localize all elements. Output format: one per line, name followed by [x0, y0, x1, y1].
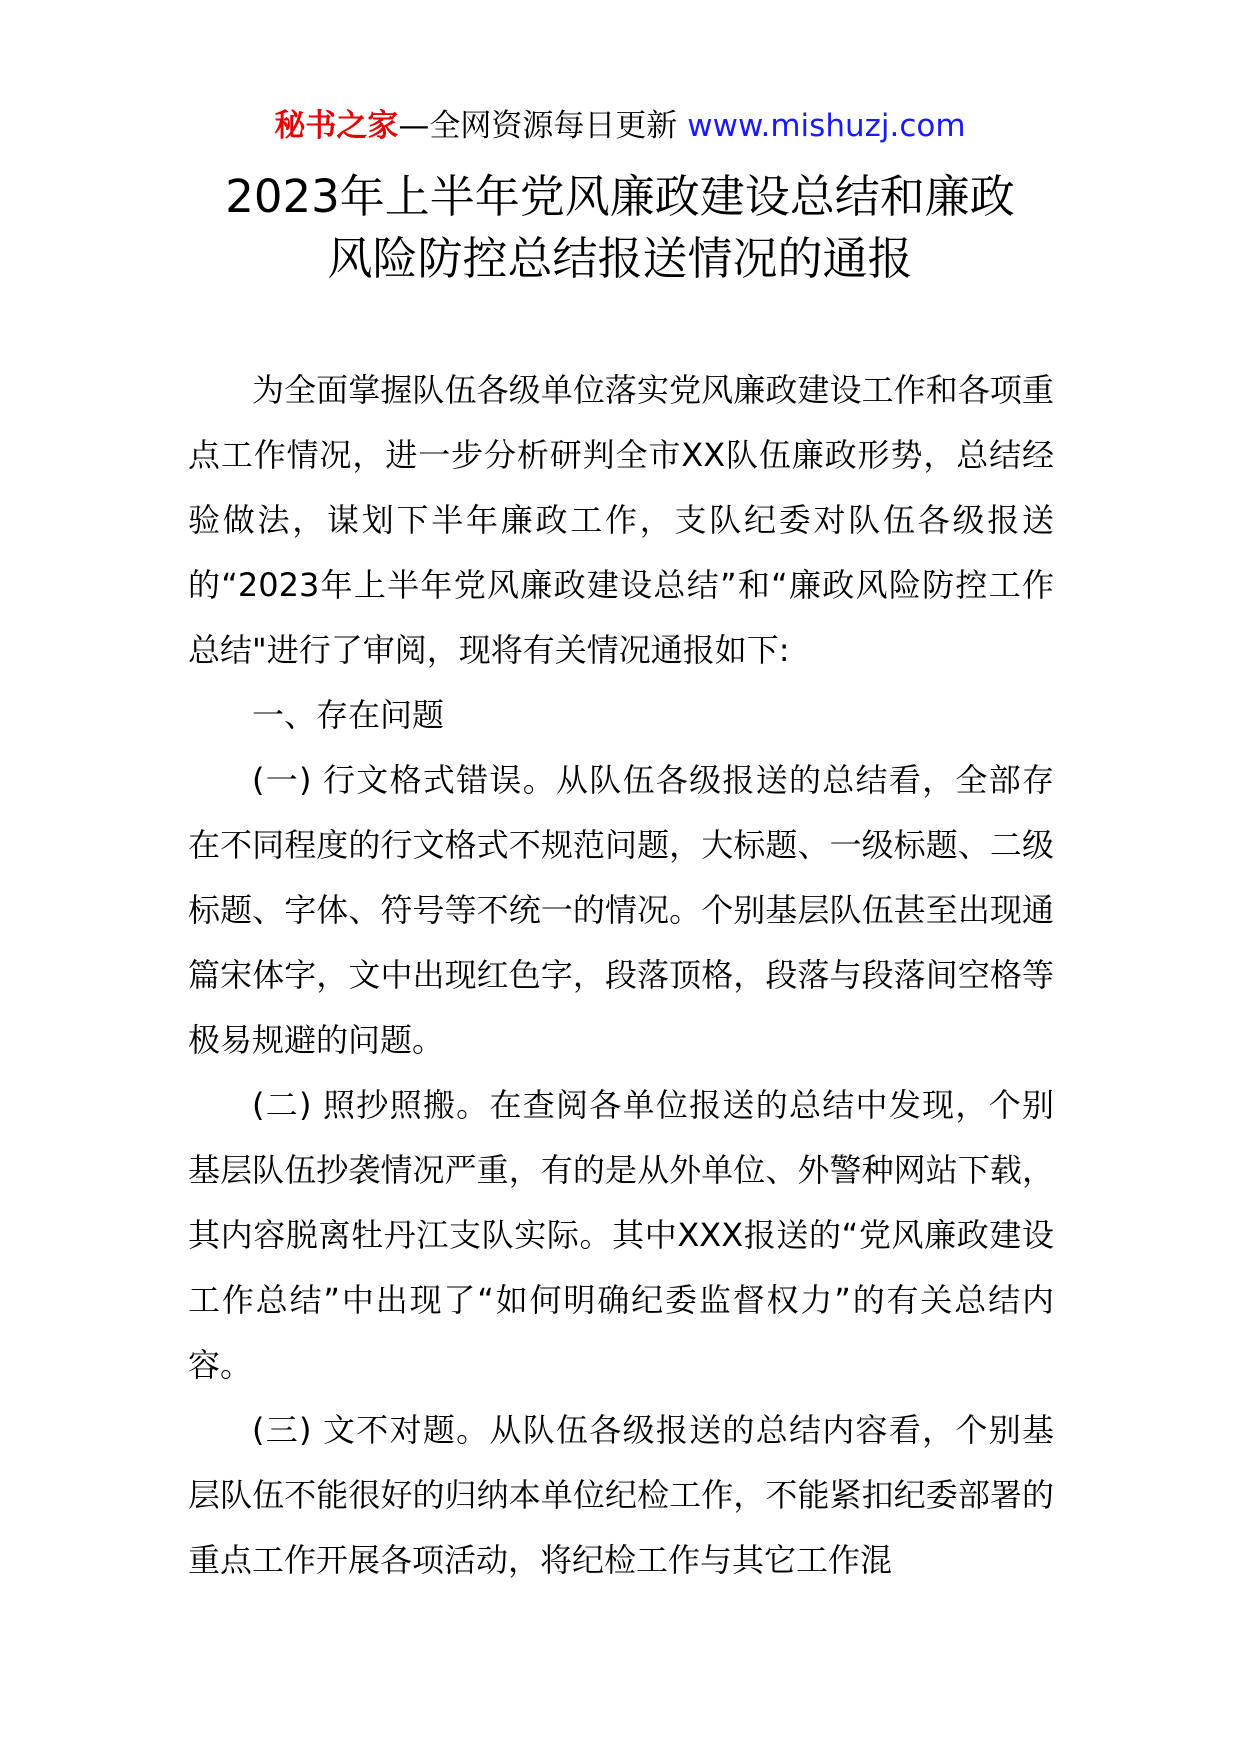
problem-off-topic-paragraph: (三) 文不对题。从队伍各级报送的总结内容看，个别基层队伍不能很好的归纳本单位纪检工作，不能紧扣纪委部署的重点工作开展各项活动，将纪检工作与其它工作混: [188, 1411, 1054, 1579]
document-title-line-2: 风险防控总结报送情况的通报: [327, 232, 913, 285]
problem-format-errors-paragraph: (一) 行文格式错误。从队伍各级报送的总结看，全部存在不同程度的行文格式不规范问题，大标题、一级标题、二级标题、字体、符号等不统一的情况。个别基层队伍甚至出现通篇宋体字，文中出现红色字，段落顶格，段落与段落间空格等极易规避的问题。: [188, 761, 1054, 1059]
site-url-link[interactable]: www.mishuzj.com: [687, 108, 966, 144]
section-heading-problems: 一、存在问题: [252, 696, 445, 734]
document-title: [0, 166, 1240, 290]
document-title-line-1: 2023年上半年党风廉政建设总结和廉政: [225, 170, 1015, 223]
intro-paragraph: 为全面掌握队伍各级单位落实党风廉政建设工作和各项重点工作情况，进一步分析研判全市XX队伍廉政形势，总结经验做法，谋划下半年廉政工作，支队纪委对队伍各级报送的“2023年上半年党风廉政建设总结”和“廉政风险防控工作总结"进行了审阅，现将有关情况通报如下:: [188, 371, 1054, 669]
problem-copying-paragraph: (二) 照抄照搬。在查阅各单位报送的总结中发现，个别基层队伍抄袭情况严重，有的是从外单位、外警种网站下载，其内容脱离牡丹江支队实际。其中XXX报送的“党风廉政建设工作总结”中出现了“如何明确纪委监督权力”的有关总结内容。: [188, 1086, 1054, 1384]
site-tagline: —全网资源每日更新: [398, 108, 678, 144]
document-body: [188, 358, 1054, 1593]
site-header: [0, 104, 1240, 148]
site-brand: 秘书之家: [274, 108, 399, 144]
